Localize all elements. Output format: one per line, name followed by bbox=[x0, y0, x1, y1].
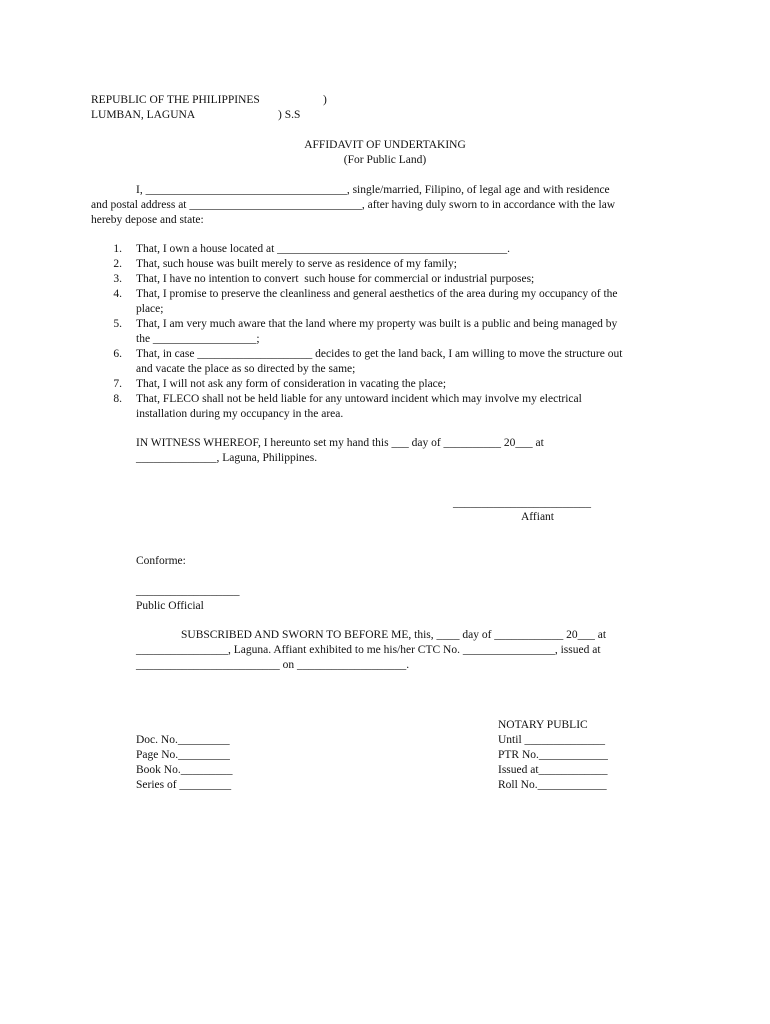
item-text-continued: place; bbox=[136, 303, 164, 315]
notary-roll: Roll No.____________ bbox=[498, 779, 607, 791]
header-republic: REPUBLIC OF THE PHILIPPINES bbox=[91, 94, 260, 106]
intro-line-3: hereby depose and state: bbox=[91, 214, 204, 226]
item-text: That, I am very much aware that the land where my property was built is a public and being managed by bbox=[136, 318, 618, 330]
official-signature-line: __________________ bbox=[136, 585, 240, 597]
witness-line-1: IN WITNESS WHEREOF, I hereunto set my hand this ___ day of __________ 20___ at bbox=[136, 437, 544, 449]
item-number: 4. bbox=[113, 288, 122, 300]
subscribed-line-2: ________________, Laguna. Affiant exhibited to me his/her CTC No. ________________, issued at bbox=[136, 644, 601, 656]
item-number: 8. bbox=[113, 393, 122, 405]
book-number: Book No._________ bbox=[136, 764, 233, 776]
page-number: Page No._________ bbox=[136, 749, 230, 761]
item-text: That, such house was built merely to serve as residence of my family; bbox=[136, 258, 457, 270]
item-text: That, in case ____________________ decides to get the land back, I am willing to move the structure out bbox=[136, 348, 623, 360]
notary-until: Until ______________ bbox=[498, 734, 606, 746]
subscribed-line-1: SUBSCRIBED AND SWORN TO BEFORE ME, this, ____ day of ____________ 20___ at bbox=[181, 629, 607, 641]
item-text: That, I have no intention to convert such house for commercial or industrial purposes; bbox=[136, 273, 535, 285]
affiant-label: Affiant bbox=[521, 511, 555, 523]
conforme-label: Conforme: bbox=[136, 555, 186, 567]
doc-number: Doc. No._________ bbox=[136, 734, 230, 746]
intro-line-2: and postal address at ______________________________, after having duly sworn to in accordance with the law bbox=[91, 199, 616, 211]
document-subtitle: (For Public Land) bbox=[343, 154, 427, 166]
item-number: 3. bbox=[113, 273, 122, 285]
item-number: 2. bbox=[113, 258, 122, 270]
item-text: That, I own a house located at ________________________________________. bbox=[136, 243, 511, 255]
series-of: Series of _________ bbox=[136, 779, 232, 791]
document-title: AFFIDAVIT OF UNDERTAKING bbox=[304, 139, 466, 151]
item-text-continued: the __________________; bbox=[136, 333, 260, 345]
intro-line-1: I, ___________________________________, single/married, Filipino, of legal age and with residence bbox=[136, 184, 610, 196]
item-text-continued: and vacate the place as so directed by the same; bbox=[136, 363, 356, 375]
item-text: That, FLECO shall not be held liable for any untoward incident which may involve my electrical bbox=[136, 393, 582, 405]
item-number: 6. bbox=[113, 348, 122, 360]
header-paren: ) bbox=[323, 94, 327, 106]
item-text-continued: installation during my occupancy in the area. bbox=[136, 408, 344, 420]
item-number: 7. bbox=[113, 378, 122, 390]
public-official-label: Public Official bbox=[136, 600, 204, 612]
notary-ptr: PTR No.____________ bbox=[498, 749, 608, 761]
item-text: That, I will not ask any form of consideration in vacating the place; bbox=[136, 378, 447, 390]
affiant-signature-line: ________________________ bbox=[453, 497, 591, 509]
subscribed-line-3: _________________________ on ___________________. bbox=[136, 659, 410, 671]
header-location: LUMBAN, LAGUNA bbox=[91, 109, 196, 121]
item-text: That, I promise to preserve the cleanliness and general aesthetics of the area during my occupancy of the bbox=[136, 288, 618, 300]
header-ss: ) S.S bbox=[278, 109, 301, 121]
witness-line-2: ______________, Laguna, Philippines. bbox=[136, 452, 318, 464]
item-number: 5. bbox=[113, 318, 122, 330]
notary-public-title: NOTARY PUBLIC bbox=[498, 719, 588, 731]
item-number: 1. bbox=[113, 243, 122, 255]
notary-issued-at: Issued at____________ bbox=[498, 764, 608, 776]
